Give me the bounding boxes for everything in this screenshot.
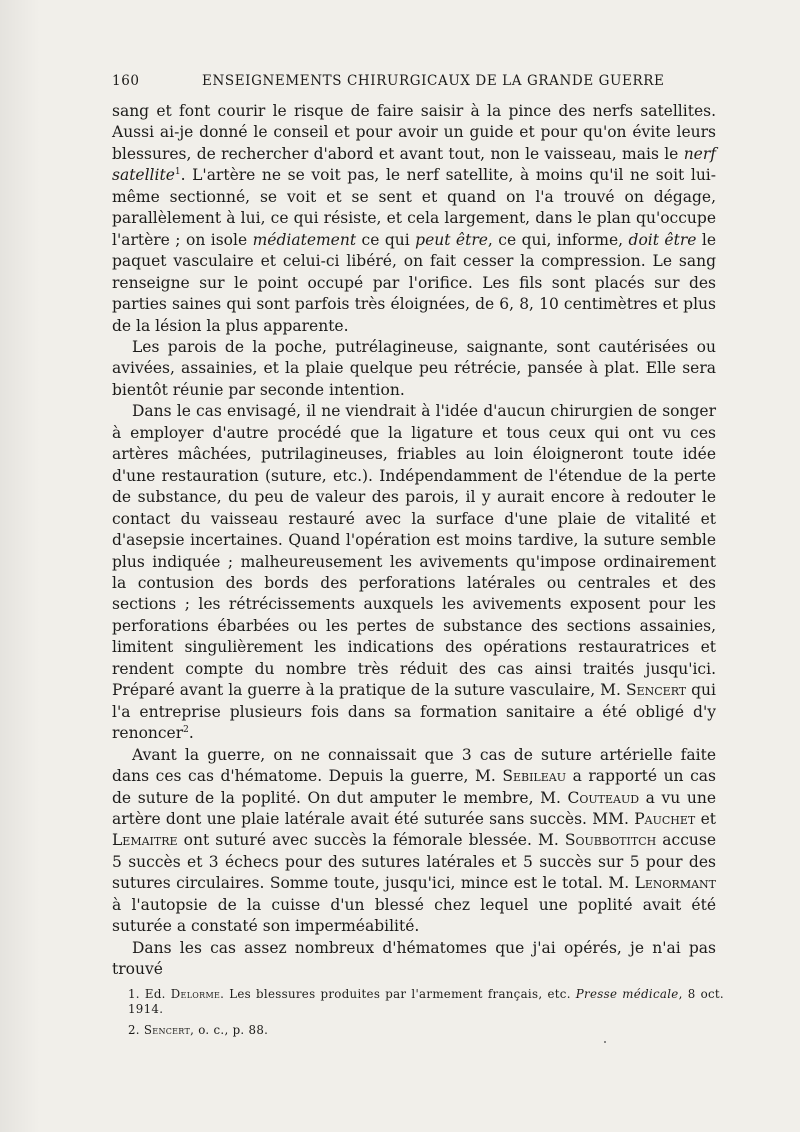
paragraph-3: Dans le cas envisagé, il ne viendrait à l'idée d'aucun chirurgien de songer à employer d'autre procédé que la ligature et tous ceux qui ont vu ces artères mâchées, putrilagineuses, friables au loin éloigneront toute idée d'une restauration (suture, etc.). Indépendamment de l'étendue de la perte de substance, du peu de valeur des parois, il y aurait encore à redouter le contact du vaisseau restauré avec la surface d'une plaie de vitalité et d'asepsie incertaines. Quand l'opération est moins tardive, la suture semble plus indiquée ; malheureusement les avivements qu'impose ordinairement la contusion des bords des perforations latérales ou centrales et des sections ; les rétrécissements auxquels les avivements exposent pour les perforations ébarbées ou les pertes de substance des sections assainies, limitent singulièrement les indications des opérations restauratrices et rendent compte du nombre très réduit des cas ainsi traités jusqu'ici. Préparé avant la guerre à la pratique de la suture vasculaire, M. Sencert qui l'a entreprise plusieurs fois dans sa formation sanitaire a été obligé d'y renoncer$^2$. xyxy=(112,402,716,743)
footnote-ref-2: 2 xyxy=(183,724,189,735)
footnotes xyxy=(104,987,724,1045)
paragraph-2: Les parois de la poche, putrélagineuse, saignante, sont cautérisées ou avivées, assainies, et la plaie quelque peu rétrécie, pansée à plat. Elle sera bientôt réunie par seconde intention. xyxy=(112,337,716,399)
paragraph-4: Avant la guerre, on ne connaissait que 3 cas de suture artérielle faite dans ces cas d'hématome. Depuis la guerre, M. Sebileau a rapporté un cas de suture de la poplité. On dut amputer le membre, M. Couteaud a vu une artère dont une plaie latérale avait été suturée sans succès. MM. Pauchet et Lemaitre ont suturé avec succès la fémorale blessée. M. Soubbotitch accuse 5 succès et 3 échecs pour des sutures latérales et 5 succès sur 5 pour des sutures circulaires. Somme toute, jusqu'ici, mince est le total. M. Lenormant à l'autopsie de la cuisse d'un blessé chez lequel une poplité avait été suturée a constaté son imperméabilité. xyxy=(112,745,717,936)
footnote-2: 2. Sencert, o. c., p. 88. xyxy=(128,1023,269,1037)
author-name: Sencert xyxy=(625,681,687,700)
author-name: Lenormant xyxy=(634,874,716,893)
running-header xyxy=(112,73,716,93)
body-text xyxy=(112,101,716,981)
footnote-ref-1: 1 xyxy=(174,167,181,178)
print-speck xyxy=(604,1041,606,1043)
author-name: Pauchet xyxy=(634,809,696,828)
author-name: Sebileau xyxy=(502,767,566,786)
author-name: Soubbotitch xyxy=(564,831,657,850)
author-name: Couteaud xyxy=(567,788,640,807)
page-number: 160 xyxy=(112,73,140,89)
paragraph-1: sang et font courir le risque de faire saisir à la pince des nerfs satellites. Aussi ai-je donné le conseil et pour avoir un guide et pour qu'on évite leurs blessures, de rechercher d'abord et avant tout, non le vaisseau, mais le nerf satellite$^1$. L'artère ne se voit pas, le nerf satellite, à moins qu'il ne soit lui-même sectionné, se voit et se sent et quand on l'a trouvé on dégage, parallèlement à lui, ce qui résiste, et cela largement, dans le plan qu'occupe l'artère ; on isole médiatement ce qui peut être, ce qui, informe, doit être le paquet vasculaire et celui-ci libéré, on fait cesser la compression. Le sang renseigne sur le point occupé par l'orifice. Les fils sont placés sur des parties saines qui sont parfois très éloignées, de 6, 8, 10 centimètres et plus de la lésion la plus apparente. xyxy=(112,102,717,335)
paragraph-5: Dans les cas assez nombreux d'hématomes que j'ai opérés, je n'ai pas trouvé xyxy=(112,938,716,979)
author-name: Lemaitre xyxy=(112,831,178,850)
footnote-1: 1. Ed. Delorme. Les blessures produites par l'armement français, etc. Presse médicale, 8 oct. 1914. xyxy=(128,987,724,1016)
running-title: ENSEIGNEMENTS CHIRURGICAUX DE LA GRANDE GUERRE xyxy=(202,73,665,89)
